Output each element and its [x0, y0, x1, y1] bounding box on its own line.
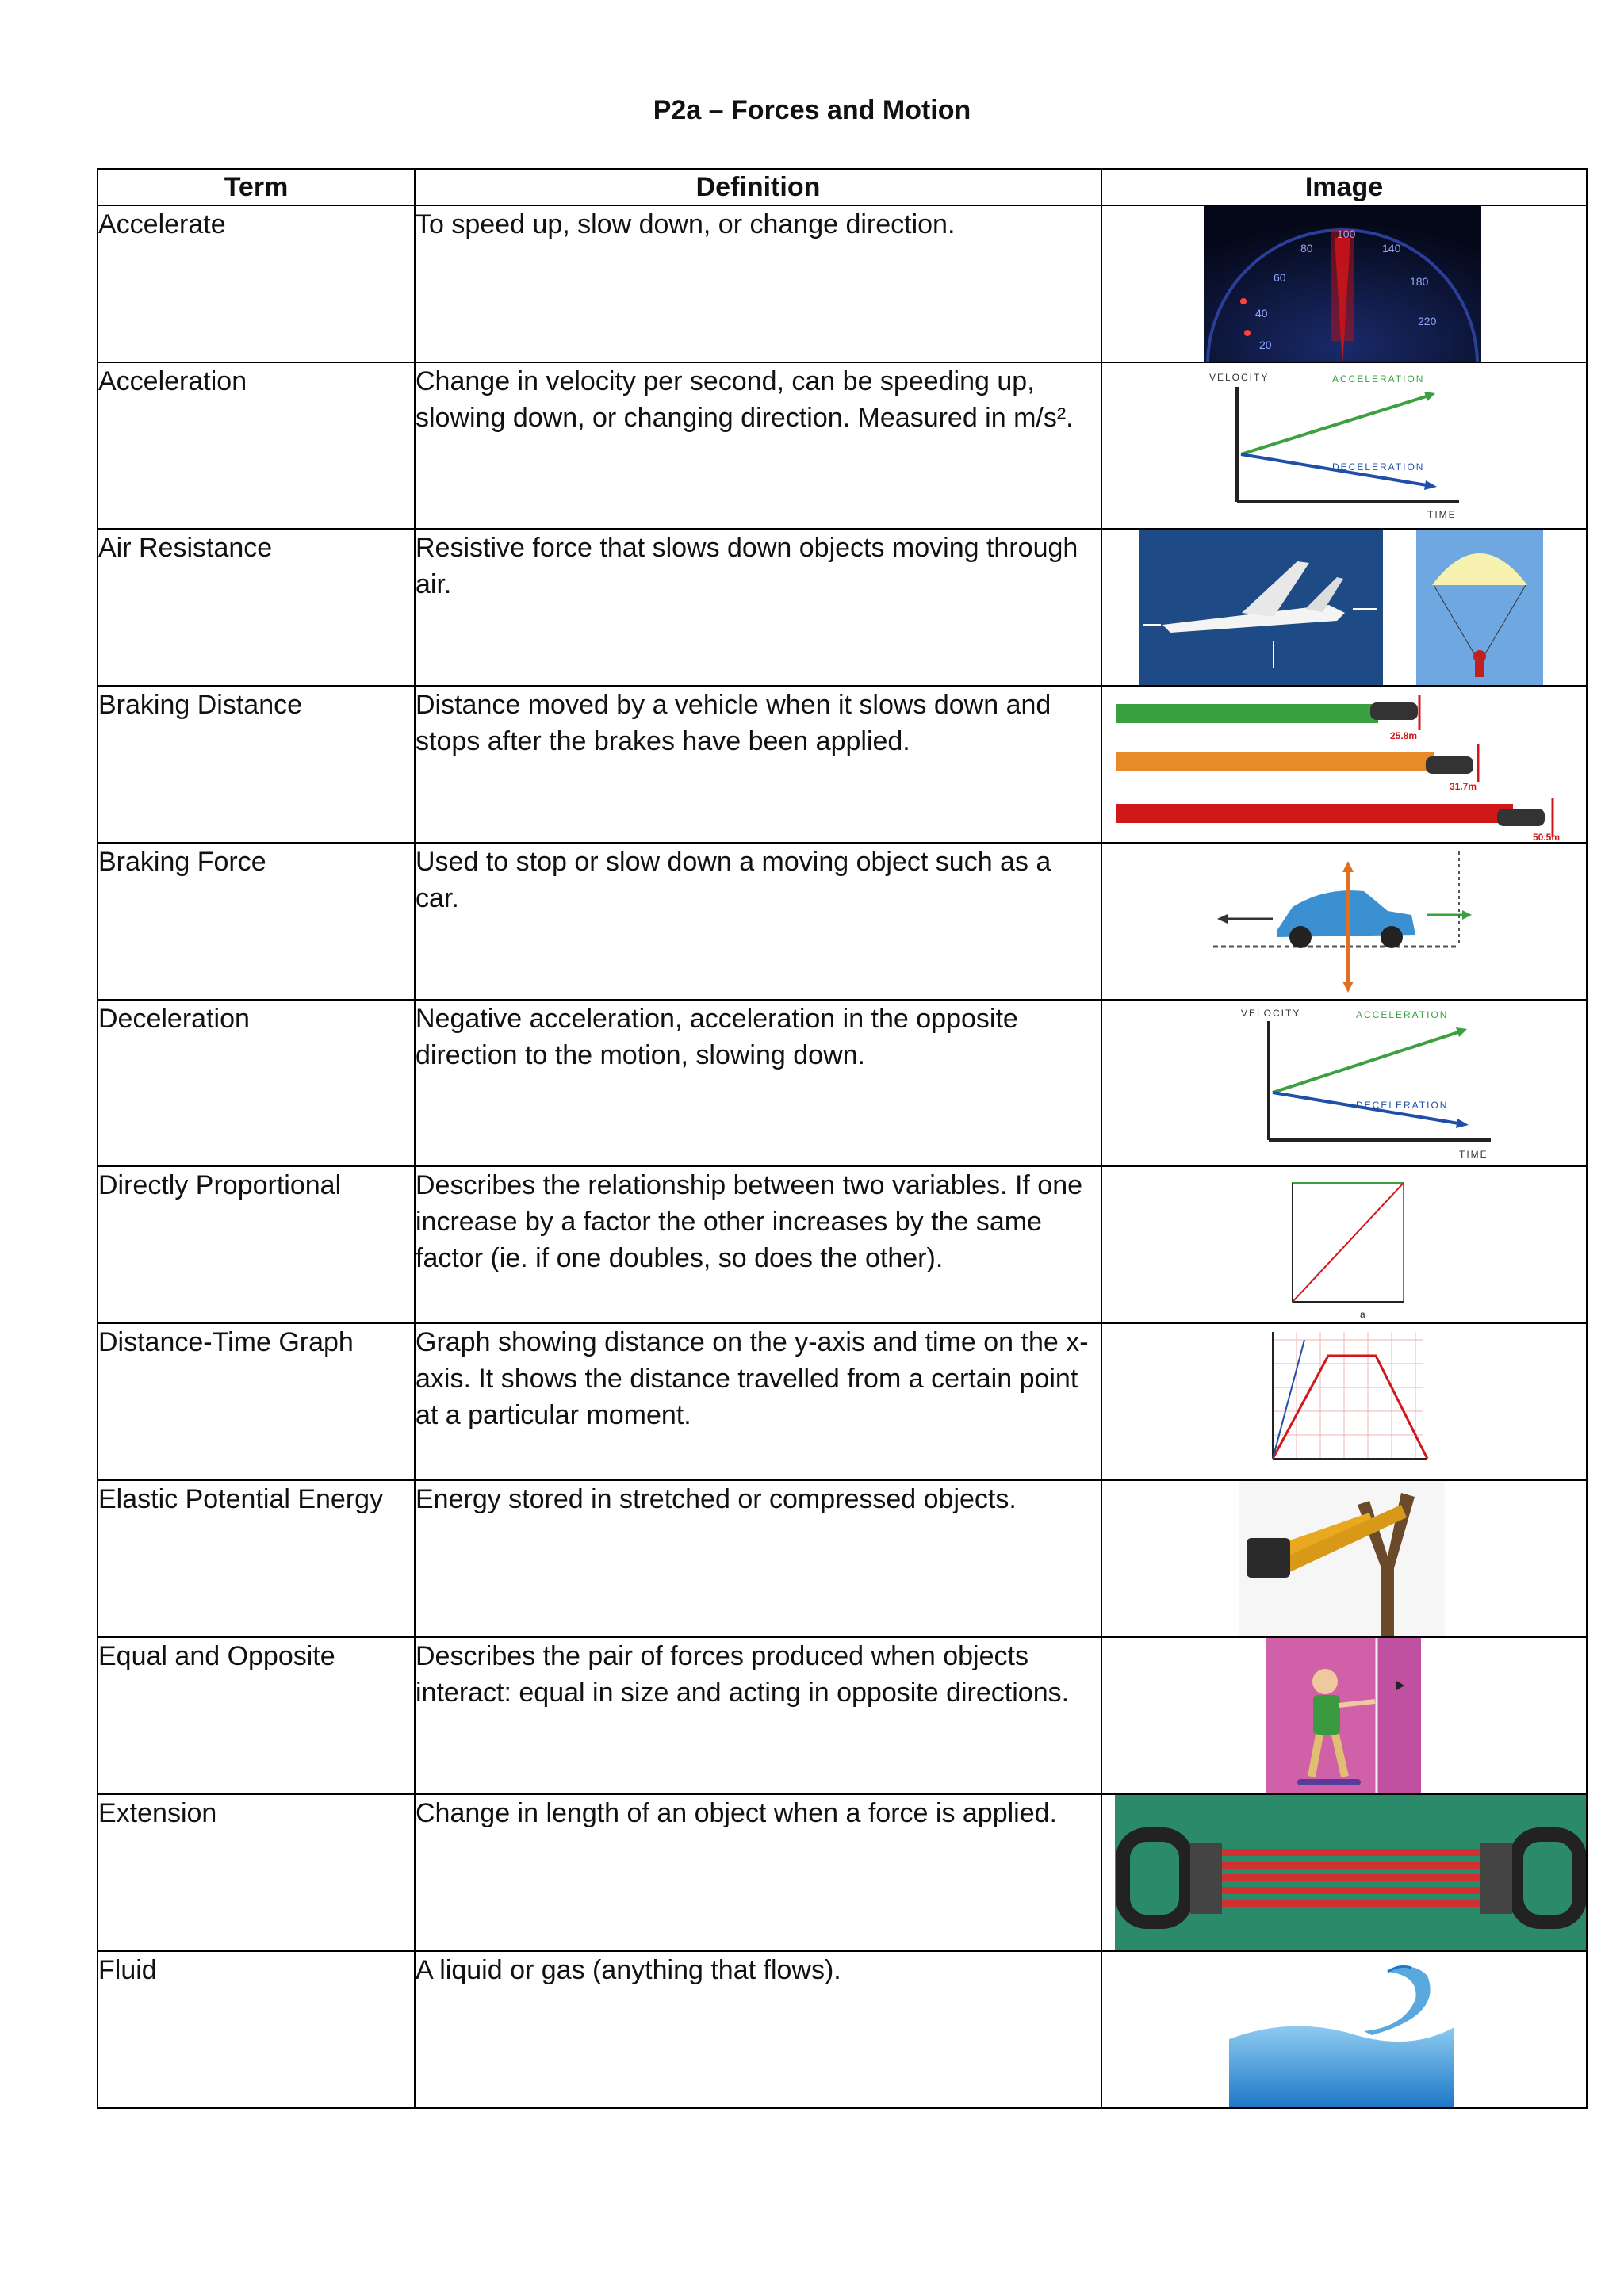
tick-label: 180 — [1410, 275, 1429, 288]
slingshot-image — [1239, 1481, 1445, 1636]
definition-cell: Energy stored in stretched or compressed objects. — [415, 1480, 1101, 1637]
braking-distance-image — [1116, 687, 1576, 842]
term-cell: Accelerate — [98, 205, 415, 362]
definition-cell: Describes the relationship between two variables. If one increase by a factor the other increases by the same factor (ie. if one doubles, so does the other). — [415, 1166, 1101, 1323]
term-cell: Directly Proportional — [98, 1166, 415, 1323]
term-cell: Braking Distance — [98, 686, 415, 843]
image-cell — [1101, 1166, 1587, 1323]
tick-label: 80 — [1300, 242, 1313, 254]
distance-label: 50.5m — [1533, 832, 1561, 842]
table-row — [98, 1637, 1587, 1794]
glossary-table — [97, 168, 1588, 2109]
velocity-time-graph-image — [1205, 371, 1475, 526]
page-title: P2a – Forces and Motion — [653, 95, 971, 125]
line-label: ACCELERATION — [1332, 373, 1425, 385]
line-label: DECELERATION — [1332, 461, 1425, 473]
term-cell: Fluid — [98, 1951, 415, 2108]
tick-label: 140 — [1382, 242, 1401, 254]
image-cell — [1101, 362, 1587, 529]
definition-cell: Graph showing distance on the y-axis and time on the x-axis. It shows the distance travelled from a certain point at a particular moment. — [415, 1323, 1101, 1480]
image-cell — [1101, 205, 1587, 362]
table-row — [98, 843, 1587, 1000]
definition-cell: Used to stop or slow down a moving object such as a car. — [415, 843, 1101, 1000]
image-cell — [1101, 843, 1587, 1000]
water-wave-image — [1229, 1952, 1454, 2107]
table-row — [98, 1166, 1587, 1323]
table-row — [98, 1951, 1587, 2108]
tick-label: 220 — [1418, 315, 1437, 327]
distance-label: 25.8m — [1390, 730, 1418, 741]
airplane-image — [1139, 530, 1383, 685]
axis-label: a — [1360, 1309, 1365, 1320]
term-cell: Air Resistance — [98, 529, 415, 686]
table-header-row — [98, 169, 1587, 205]
image-cell — [1101, 1480, 1587, 1637]
table-row — [98, 1323, 1587, 1480]
header-definition: Definition — [415, 169, 1101, 205]
deceleration-graph-image — [1237, 1005, 1507, 1164]
axis-label: TIME — [1427, 509, 1457, 520]
distance-label: 31.7m — [1450, 781, 1477, 792]
term-cell: Elastic Potential Energy — [98, 1480, 415, 1637]
table-row — [98, 1480, 1587, 1637]
definition-cell: A liquid or gas (anything that flows). — [415, 1951, 1101, 2108]
header-term: Term — [98, 169, 415, 205]
tick-label: 20 — [1259, 339, 1272, 351]
image-cell — [1101, 1637, 1587, 1794]
axis-label: VELOCITY — [1209, 372, 1270, 383]
term-cell: Acceleration — [98, 362, 415, 529]
chest-expander-image — [1115, 1795, 1587, 1950]
definition-cell: To speed up, slow down, or change direction. — [415, 205, 1101, 362]
table-row — [98, 1794, 1587, 1951]
table-row — [98, 362, 1587, 529]
image-cell — [1101, 1951, 1587, 2108]
table-row — [98, 1000, 1587, 1166]
definition-cell: Describes the pair of forces produced when objects interact: equal in size and acting in opposite directions. — [415, 1637, 1101, 1794]
tick-label: 40 — [1255, 307, 1268, 320]
tick-label: 100 — [1337, 228, 1356, 240]
skateboarder-image — [1266, 1638, 1421, 1793]
axis-label: TIME — [1459, 1149, 1488, 1160]
table-row — [98, 529, 1587, 686]
term-cell: Deceleration — [98, 1000, 415, 1166]
image-cell — [1101, 1000, 1587, 1166]
image-cell — [1101, 1323, 1587, 1480]
definition-cell: Negative acceleration, acceleration in the opposite direction to the motion, slowing down. — [415, 1000, 1101, 1166]
parachute-image — [1416, 530, 1543, 685]
image-cell — [1101, 529, 1587, 686]
table-row — [98, 205, 1587, 362]
definition-cell: Distance moved by a vehicle when it slows down and stops after the brakes have been applied. — [415, 686, 1101, 843]
term-cell: Braking Force — [98, 843, 415, 1000]
distance-time-graph-image — [1249, 1324, 1431, 1479]
term-cell: Extension — [98, 1794, 415, 1951]
table-row — [98, 686, 1587, 843]
speedometer-image — [1204, 206, 1481, 362]
tick-label: 60 — [1274, 271, 1286, 284]
header-image: Image — [1101, 169, 1587, 205]
definition-cell: Resistive force that slows down objects moving through air. — [415, 529, 1101, 686]
term-cell: Equal and Opposite — [98, 1637, 415, 1794]
axis-label: VELOCITY — [1241, 1008, 1301, 1019]
term-cell: Distance-Time Graph — [98, 1323, 415, 1480]
image-cell — [1101, 1794, 1587, 1951]
line-label: ACCELERATION — [1356, 1009, 1449, 1020]
image-cell — [1101, 686, 1587, 843]
definition-cell: Change in length of an object when a force is applied. — [415, 1794, 1101, 1951]
definition-cell: Change in velocity per second, can be speeding up, slowing down, or changing direction. Measured in m/s². — [415, 362, 1101, 529]
proportional-graph-image — [1265, 1167, 1423, 1322]
braking-force-car-image — [1213, 844, 1499, 999]
line-label: DECELERATION — [1356, 1100, 1449, 1111]
